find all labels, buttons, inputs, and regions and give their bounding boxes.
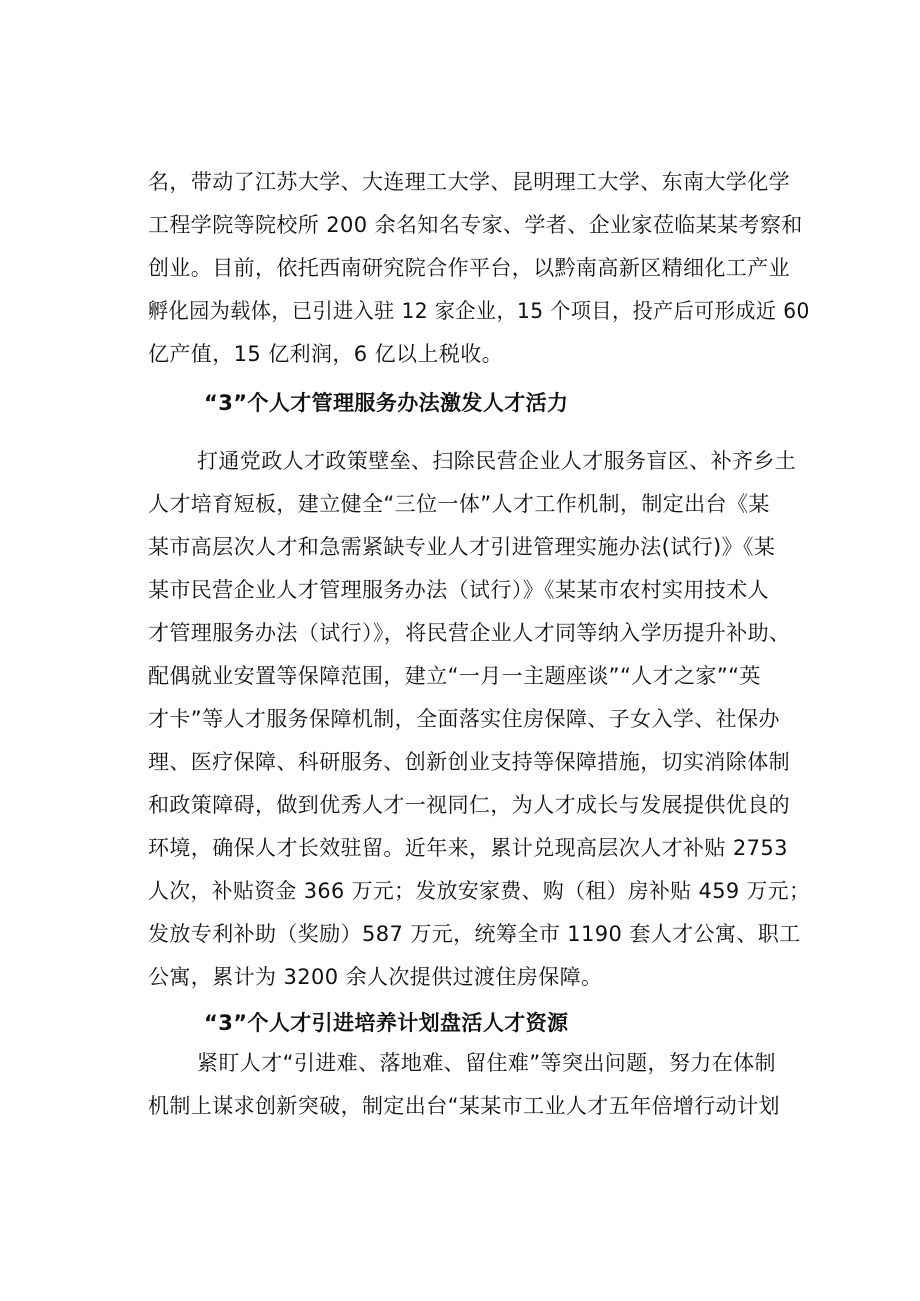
paragraph-line: 理、医疗保障、科研服务、创新创业支持等保障措施，切实消除体制 xyxy=(148,750,790,774)
paragraph-line: 创业。目前，依托西南研究院合作平台，以黔南高新区精细化工产业 xyxy=(148,256,790,280)
paragraph-line: 名，带动了江苏大学、大连理工大学、昆明理工大学、东南大学化学 xyxy=(148,170,790,194)
paragraph-line: 打通党政人才政策壁垒、扫除民营企业人才服务盲区、补齐乡土 xyxy=(197,449,797,473)
paragraph-line: 工程学院等院校所 200 余名知名专家、学者、企业家莅临某某考察和 xyxy=(148,213,803,237)
paragraph-line: 紧盯人才“引进难、落地难、留住难”等突出问题，努力在体制 xyxy=(197,1051,776,1075)
paragraph-line: 发放专利补助（奖励）587 万元，统筹全市 1190 套人才公寓、职工 xyxy=(148,922,801,946)
paragraph-line: 环境，确保人才长效驻留。近年来，累计兑现高层次人才补贴 2753 xyxy=(148,836,788,860)
paragraph-line: 才卡”等人才服务保障机制，全面落实住房保障、子女入学、社保办 xyxy=(148,707,780,731)
paragraph-line: 人才培育短板，建立健全“三位一体”人才工作机制，制定出台《某 xyxy=(148,492,770,516)
paragraph-line: 人次，补贴资金 366 万元；发放安家费、购（租）房补贴 459 万元； xyxy=(148,879,811,903)
section-heading: “3”个人才管理服务办法激发人才活力 xyxy=(204,391,569,415)
paragraph-line: 机制上谋求创新突破，制定出台“某某市工业人才五年倍增行动计划 xyxy=(148,1094,780,1118)
paragraph-line: 公寓，累计为 3200 余人次提供过渡住房保障。 xyxy=(148,965,603,989)
paragraph-line: 亿产值，15 亿利润，6 亿以上税收。 xyxy=(148,342,504,366)
paragraph-line: 才管理服务办法（试行）》，将民营企业人才同等纳入学历提升补助、 xyxy=(148,621,791,645)
paragraph-line: 某市民营企业人才管理服务办法（试行）》《某某市农村实用技术人 xyxy=(148,578,769,602)
section-heading: “3”个人才引进培养计划盘活人才资源 xyxy=(204,1011,569,1035)
paragraph-line: 孵化园为载体，已引进入驻 12 家企业，15 个项目，投产后可形成近 60 xyxy=(148,299,810,323)
paragraph-line: 配偶就业安置等保障范围，建立“一月一主题座谈”“人才之家”“英 xyxy=(148,664,761,688)
paragraph-line: 和政策障碍，做到优秀人才一视同仁，为人才成长与发展提供优良的 xyxy=(148,793,790,817)
paragraph-line: 某市高层次人才和急需紧缺专业人才引进管理实施办法(试行)》《某 xyxy=(148,535,776,559)
